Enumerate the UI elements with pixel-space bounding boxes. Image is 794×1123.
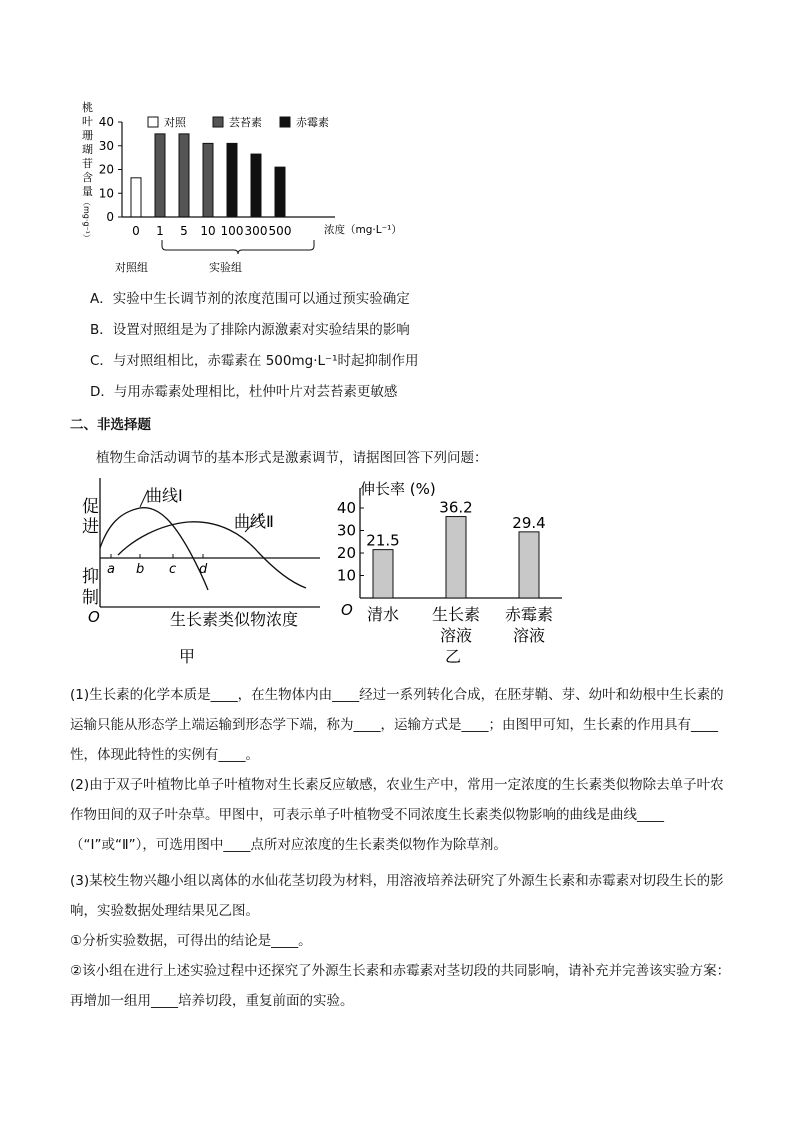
- option-d: D．与用赤霉素处理相比，杜仲叶片对芸苔素更敏感: [90, 384, 398, 400]
- yi-y-tick-label: 20: [336, 544, 356, 562]
- top-bar-0: [131, 178, 141, 217]
- top-chart-bars: [131, 134, 285, 217]
- legend-swatch: [148, 117, 158, 127]
- question-1: (1)生长素的化学本质是____，在生物体内由____经过一系列转化合成，在胚芽鞘、芽、幼叶和幼根中生长素的运输只能从形态学上端运输到形态学下端，称为____，运输方式是____；由图甲可知，生长素的作用具有____性，体现此特性的实例有____。: [70, 687, 724, 763]
- legend-label: 对照: [164, 116, 186, 129]
- point-b: b: [136, 562, 145, 577]
- point-c: c: [169, 562, 177, 577]
- top-y-label-char: 桃: [82, 101, 93, 114]
- top-y-tick-label: 40: [98, 115, 114, 129]
- yi-category-label: 生长素: [431, 605, 481, 624]
- yi-bar: [519, 532, 539, 598]
- top-chart-y-label: [82, 100, 93, 242]
- legend-label: 芸苔素: [229, 116, 262, 129]
- top-x-tick-label: 500: [268, 224, 292, 238]
- yi-category-label: 溶液: [439, 626, 473, 645]
- yi-bar: [373, 550, 393, 598]
- top-y-tick-label: 20: [98, 162, 114, 177]
- legend-label: 赤霉素: [296, 116, 329, 129]
- yi-origin-label: O: [341, 601, 353, 619]
- inhibit-label-2: 制: [82, 588, 99, 608]
- top-y-label-unit: （mg·g⁻¹）: [82, 198, 91, 242]
- legend-swatch: [213, 117, 223, 127]
- top-bar-500: [275, 167, 285, 217]
- section-title: 二、非选择题: [70, 417, 151, 433]
- question-2: (2)由于双子叶植物比单子叶植物对生长素反应敏感，农业生产中，常用一定浓度的生长素类似物除去单子叶农作物田间的双子叶杂草。甲图中，可表示单子叶植物受不同浓度生长素类似物影响的曲线是曲线____（“Ⅰ”或“Ⅱ”），可选用图中____点所对应浓度的生长素类似物作为除草剂。: [70, 777, 724, 853]
- point-d: d: [199, 562, 208, 577]
- figure-caption-jia: 甲: [179, 647, 196, 666]
- question-3-2: ②该小组在进行上述实验过程中还探究了外源生长素和赤霉素对茎切段的共同影响，请补充并完善该实验方案：再增加一组用____培养切段，重复前面的实验。: [70, 963, 731, 1009]
- yi-y-label: 伸长率 (%): [360, 480, 436, 498]
- top-chart-x-categories: [132, 224, 291, 238]
- top-y-tick-label: 10: [98, 186, 114, 201]
- yi-bars: [366, 499, 545, 598]
- top-x-tick-label: 0: [132, 224, 140, 238]
- option-b: B．设置对照组是为了排除内源激素对实验结果的影响: [90, 322, 410, 338]
- experiment-group-label: 实验组: [209, 261, 242, 274]
- question-3: (3)某校生物兴趣小组以离体的水仙花茎切段为材料，用溶液培养法研究了外源生长素和赤霉素对切段生长的影响，实验数据处理结果见乙图。: [70, 873, 724, 919]
- yi-categories: [367, 605, 553, 645]
- top-y-label-char: 含: [82, 171, 93, 184]
- inhibit-label-1: 抑: [82, 567, 99, 587]
- top-bar-100: [227, 143, 237, 217]
- yi-y-tick-label: 40: [336, 499, 356, 517]
- top-chart-x-label: 浓度（mg·L⁻¹）: [324, 224, 402, 236]
- yi-y-tick-label: 30: [336, 521, 356, 540]
- top-y-label-char: 瑚: [82, 143, 93, 156]
- yi-bar-value: 36.2: [439, 498, 473, 517]
- origin-label: O: [88, 608, 100, 626]
- experiment-group-brace: [162, 240, 314, 254]
- curve-2: [118, 522, 306, 588]
- top-y-tick-label: 30: [98, 138, 114, 153]
- yi-category-label: 溶液: [512, 626, 546, 645]
- top-x-tick-label: 300: [244, 224, 268, 238]
- top-y-label-char: 苷: [82, 157, 93, 170]
- top-y-label-char: 叶: [82, 115, 93, 128]
- legend-swatch: [280, 117, 290, 127]
- top-y-tick-label: 0: [106, 210, 114, 224]
- yi-y-tick-label: 10: [336, 566, 356, 585]
- top-bar-1: [155, 134, 165, 217]
- curve-1: [100, 508, 208, 590]
- figure-jia: [78, 470, 338, 670]
- curve-2-label: 曲线Ⅱ: [234, 512, 274, 531]
- yi-bar: [446, 517, 466, 598]
- top-x-tick-label: 10: [200, 224, 216, 238]
- x-axis-label: 生长素类似物浓度: [170, 610, 299, 629]
- yi-category-label: 清水: [366, 605, 400, 624]
- figure-caption-yi: 乙: [445, 647, 462, 666]
- yi-bar-value: 21.5: [366, 531, 400, 550]
- promote-label-2: 进: [82, 517, 99, 537]
- top-x-tick-label: 100: [220, 224, 244, 238]
- figure-yi: [330, 470, 570, 670]
- top-chart-legend: [148, 115, 329, 129]
- intro-text: 植物生命活动调节的基本形式是激素调节，请据图回答下列问题：: [96, 450, 488, 466]
- top-y-label-char: 量: [82, 185, 93, 198]
- top-bar-chart: [70, 95, 430, 280]
- yi-bar-value: 29.4: [512, 513, 546, 532]
- top-bar-5: [179, 134, 189, 217]
- top-bar-300: [251, 154, 261, 217]
- option-a: A．实验中生长调节剂的浓度范围可以通过预实验确定: [90, 291, 410, 307]
- top-chart-y-ticks: [99, 115, 122, 224]
- top-y-label-char: 珊: [82, 129, 93, 142]
- top-x-tick-label: 5: [180, 224, 188, 238]
- option-c: C．与对照组相比，赤霉素在 500mg·L⁻¹时起抑制作用: [90, 353, 419, 369]
- control-group-label: 对照组: [115, 261, 148, 274]
- yi-category-label: 赤霉素: [504, 605, 554, 624]
- question-3-1: ①分析实验数据，可得出的结论是____。: [70, 933, 312, 949]
- curve-1-label: 曲线Ⅰ: [146, 486, 183, 505]
- point-a: a: [107, 562, 115, 577]
- top-x-tick-label: 1: [156, 224, 164, 238]
- top-bar-10: [203, 143, 213, 217]
- promote-label-1: 促: [82, 497, 99, 517]
